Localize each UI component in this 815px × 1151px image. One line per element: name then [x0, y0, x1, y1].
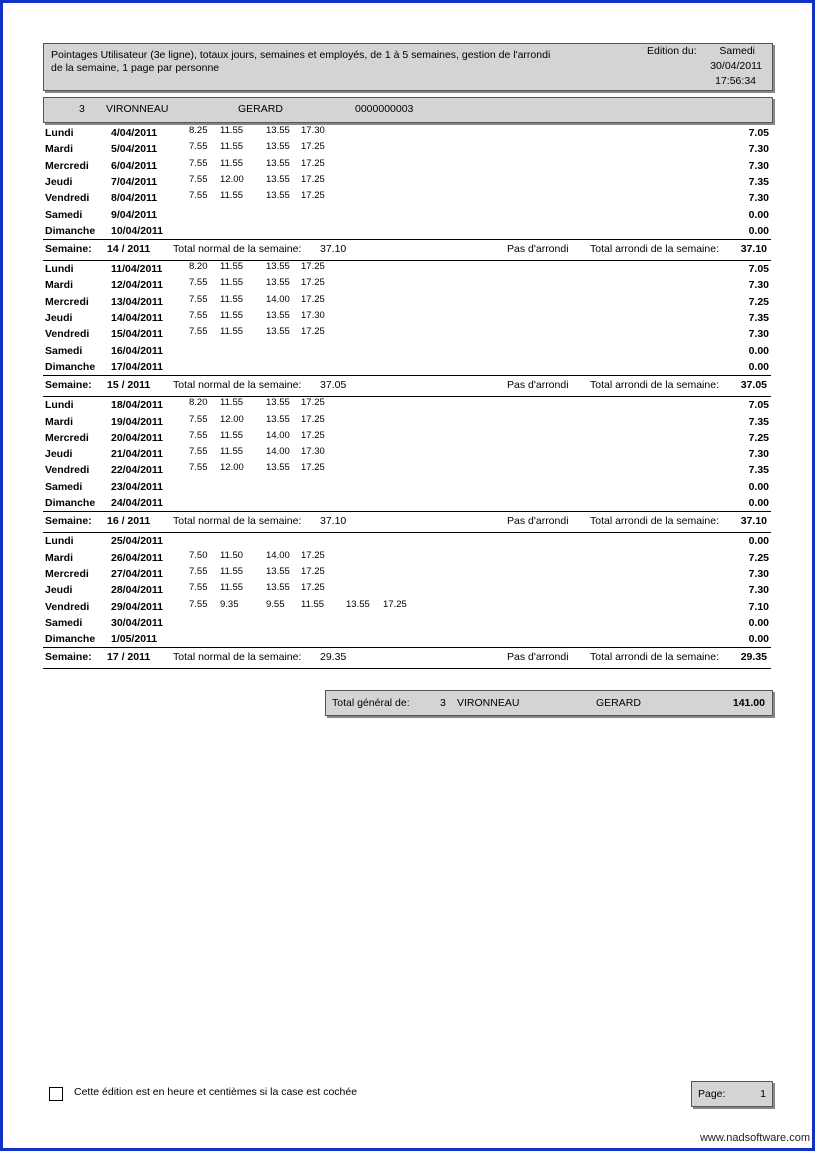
page-number: 1: [760, 1088, 766, 1100]
day-name: Mardi: [45, 551, 74, 564]
punch-time: 17.25: [301, 157, 325, 169]
day-name: Dimanche: [45, 633, 96, 646]
day-name: Jeudi: [45, 175, 73, 188]
punch-time: 17.25: [301, 190, 325, 202]
punch-time: 7.55: [189, 565, 208, 577]
day-name: Vendredi: [45, 192, 90, 205]
punch-time: 17.25: [301, 549, 325, 561]
punch-time: 13.55: [266, 277, 290, 289]
punch-time: 17.25: [301, 173, 325, 185]
week-rounding-status: Pas d'arrondi: [507, 651, 569, 664]
day-name: Samedi: [45, 616, 83, 629]
punch-time: 13.55: [266, 397, 290, 409]
punch-time: 11.55: [220, 293, 244, 305]
punch-time: 13.55: [266, 157, 290, 169]
day-row: [45, 143, 771, 159]
punch-time: 11.55: [301, 598, 325, 610]
edition-time: 17:56:34: [715, 75, 756, 87]
footer-note: Cette édition est en heure et centièmes si la case est cochée: [74, 1086, 358, 1098]
week-label: Semaine:: [45, 651, 92, 664]
punch-time: 17.30: [301, 310, 325, 321]
day-total: 7.35: [748, 175, 769, 188]
week-label: Semaine:: [45, 515, 92, 528]
day-total: 7.30: [748, 567, 769, 580]
day-date: 7/04/2011: [111, 175, 158, 188]
day-name: Mardi: [45, 279, 74, 292]
day-date: 4/04/2011: [111, 127, 158, 139]
punch-time: 13.55: [346, 598, 370, 610]
day-name: Dimanche: [45, 224, 96, 237]
day-total: 7.35: [748, 312, 769, 324]
punch-time: 17.25: [301, 462, 325, 474]
week-number: 15 / 2011: [107, 379, 151, 392]
punch-time: 9.55: [266, 598, 285, 610]
day-date: 21/04/2011: [111, 448, 163, 461]
day-name: Jeudi: [45, 448, 73, 461]
day-name: Lundi: [45, 263, 74, 276]
punch-time: 12.00: [220, 413, 244, 425]
day-total: 0.00: [748, 360, 769, 373]
week-rounded-label: Total arrondi de la semaine:: [590, 243, 719, 256]
day-row: [45, 263, 771, 279]
employee-header: [43, 97, 773, 123]
edition-day: Samedi: [719, 45, 755, 57]
day-date: 23/04/2011: [111, 480, 163, 493]
week-rounded-label: Total arrondi de la semaine:: [590, 379, 719, 392]
punch-time: 11.55: [220, 190, 244, 202]
day-row: [45, 598, 771, 617]
day-name: Samedi: [45, 344, 83, 357]
punch-time: 13.55: [266, 173, 290, 185]
punch-time: 11.55: [220, 397, 244, 409]
day-row: [45, 279, 771, 295]
employee-last-name: VIRONNEAU: [106, 103, 169, 115]
day-date: 8/04/2011: [111, 192, 158, 205]
day-row: [45, 312, 771, 328]
punch-time: 13.55: [266, 190, 290, 202]
day-total: 7.35: [748, 415, 769, 428]
day-row: [45, 535, 771, 551]
day-name: Jeudi: [45, 584, 73, 597]
week-rounding-status: Pas d'arrondi: [507, 243, 569, 256]
day-date: 14/04/2011: [111, 312, 163, 324]
week-rounded-label: Total arrondi de la semaine:: [590, 651, 719, 664]
punch-time: 14.00: [266, 549, 290, 561]
punch-time: 11.55: [220, 277, 244, 289]
day-name: Samedi: [45, 480, 83, 493]
punch-time: 11.55: [220, 429, 244, 441]
week-rounded-total: 37.05: [740, 379, 767, 392]
footer-url: www.nadsoftware.com: [699, 1132, 810, 1144]
day-name: Vendredi: [45, 600, 90, 613]
punch-time: 11.55: [220, 125, 244, 136]
day-date: 20/04/2011: [111, 431, 163, 444]
page-label: Page:: [698, 1088, 726, 1100]
day-row: [45, 448, 771, 464]
grand-total-label: Total général de:: [332, 697, 410, 709]
day-date: 16/04/2011: [111, 344, 163, 357]
week-normal-total: 37.10: [320, 515, 347, 528]
page-number-box: [691, 1081, 773, 1107]
day-date: 10/04/2011: [111, 224, 163, 237]
punch-time: 13.55: [266, 310, 290, 321]
day-date: 24/04/2011: [111, 497, 163, 509]
day-name: Vendredi: [45, 464, 90, 477]
week-number: 16 / 2011: [107, 515, 151, 528]
punch-time: 11.55: [220, 582, 244, 594]
week-rounding-status: Pas d'arrondi: [507, 515, 569, 528]
day-date: 17/04/2011: [111, 360, 163, 373]
report-header: [43, 43, 773, 91]
day-date: 28/04/2011: [111, 584, 163, 597]
punch-time: 17.25: [383, 598, 407, 610]
punch-time: 7.55: [189, 413, 208, 425]
day-row: [45, 127, 771, 143]
day-date: 12/04/2011: [111, 279, 163, 292]
day-name: Mercredi: [45, 431, 89, 444]
employee-first-name: GERARD: [238, 103, 283, 115]
week-normal-label: Total normal de la semaine:: [173, 243, 302, 256]
day-name: Lundi: [45, 535, 74, 548]
day-row: [45, 549, 771, 568]
punch-time: 14.00: [266, 429, 290, 441]
day-total: 0.00: [748, 535, 769, 548]
week-summary-row: [43, 375, 771, 397]
punch-time: 7.55: [189, 190, 208, 202]
day-row: [45, 209, 771, 225]
punch-time: 17.25: [301, 565, 325, 577]
punch-time: 11.55: [220, 141, 244, 153]
day-name: Mercredi: [45, 295, 89, 308]
grand-total-first-name: GERARD: [596, 697, 641, 709]
grand-total-number: 3: [440, 697, 446, 709]
week-rounded-total: 37.10: [740, 243, 767, 256]
day-row: [45, 192, 771, 208]
day-date: 25/04/2011: [111, 535, 163, 548]
punch-time: 11.55: [220, 326, 244, 338]
week-normal-total: 37.10: [320, 243, 347, 256]
week-summary-row: [43, 647, 771, 669]
day-row: [45, 584, 771, 600]
edition-date: 30/04/2011: [710, 60, 762, 72]
day-total: 7.05: [748, 127, 769, 139]
punch-time: 7.55: [189, 598, 208, 610]
week-normal-total: 37.05: [320, 379, 347, 392]
day-date: 1/05/2011: [111, 633, 158, 646]
punch-time: 17.25: [301, 397, 325, 409]
punch-time: 7.55: [189, 277, 208, 289]
punch-time: 11.55: [220, 261, 244, 273]
day-date: 19/04/2011: [111, 415, 163, 428]
day-total: 0.00: [748, 633, 769, 646]
day-date: 29/04/2011: [111, 600, 163, 613]
grand-total-value: 141.00: [732, 697, 765, 709]
day-name: Vendredi: [45, 328, 90, 341]
day-date: 22/04/2011: [111, 464, 163, 477]
punch-time: 8.20: [189, 261, 208, 273]
day-row: [45, 173, 771, 192]
grand-total-box: [325, 690, 773, 716]
punch-time: 12.00: [220, 462, 244, 474]
punch-time: 7.55: [189, 429, 208, 441]
day-row: [45, 413, 771, 432]
day-total: 0.00: [748, 344, 769, 357]
punch-time: 11.55: [220, 157, 244, 169]
punch-time: 17.25: [301, 293, 325, 305]
day-total: 7.35: [748, 464, 769, 477]
day-total: 7.25: [748, 295, 769, 308]
punch-time: 13.55: [266, 462, 290, 474]
day-date: 11/04/2011: [111, 263, 163, 276]
punch-time: 17.25: [301, 582, 325, 594]
day-total: 7.30: [748, 279, 769, 292]
day-date: 15/04/2011: [111, 328, 163, 341]
week-label: Semaine:: [45, 243, 92, 256]
week-normal-total: 29.35: [320, 651, 347, 664]
day-name: Mardi: [45, 143, 74, 156]
punch-time: 17.25: [301, 413, 325, 425]
day-row: [45, 293, 771, 312]
week-rounded-label: Total arrondi de la semaine:: [590, 515, 719, 528]
punch-time: 13.55: [266, 125, 290, 136]
punch-time: 11.55: [220, 565, 244, 577]
day-total: 0.00: [748, 208, 769, 221]
punch-time: 7.55: [189, 326, 208, 338]
day-name: Dimanche: [45, 497, 96, 509]
day-row: [45, 345, 771, 361]
punch-time: 17.30: [301, 446, 325, 458]
week-label: Semaine:: [45, 379, 92, 392]
punch-time: 17.30: [301, 125, 325, 136]
day-row: [45, 328, 771, 344]
punch-time: 13.55: [266, 326, 290, 338]
day-row: [45, 481, 771, 497]
punch-time: 8.25: [189, 125, 208, 136]
day-date: 18/04/2011: [111, 399, 163, 412]
punch-time: 7.55: [189, 157, 208, 169]
day-row: [45, 565, 771, 584]
punch-time: 7.55: [189, 141, 208, 153]
punch-time: 17.25: [301, 261, 325, 273]
day-row: [45, 429, 771, 448]
day-total: 7.05: [748, 263, 769, 276]
day-name: Jeudi: [45, 312, 73, 324]
week-rounded-total: 37.10: [740, 515, 767, 528]
day-total: 7.30: [748, 328, 769, 341]
day-row: [45, 464, 771, 480]
week-summary-row: [43, 511, 771, 533]
day-total: 7.30: [748, 159, 769, 172]
punch-time: 7.50: [189, 549, 208, 561]
punch-time: 13.55: [266, 261, 290, 273]
punch-time: 11.55: [220, 310, 244, 321]
employee-number: 3: [79, 103, 85, 115]
punch-time: 11.50: [220, 549, 244, 561]
punch-time: 9.35: [220, 598, 239, 610]
week-normal-label: Total normal de la semaine:: [173, 515, 302, 528]
week-normal-label: Total normal de la semaine:: [173, 379, 302, 392]
punch-time: 8.20: [189, 397, 208, 409]
day-total: 0.00: [748, 480, 769, 493]
week-summary-row: [43, 239, 771, 261]
week-rounding-status: Pas d'arrondi: [507, 379, 569, 392]
hours-centiemes-checkbox[interactable]: [49, 1087, 63, 1101]
day-total: 7.30: [748, 448, 769, 461]
week-normal-label: Total normal de la semaine:: [173, 651, 302, 664]
day-name: Samedi: [45, 208, 83, 221]
day-row: [45, 157, 771, 176]
punch-time: 7.55: [189, 173, 208, 185]
employee-code: 0000000003: [355, 103, 414, 115]
week-number: 14 / 2011: [107, 243, 151, 256]
day-total: 7.25: [748, 551, 769, 564]
punch-time: 14.00: [266, 293, 290, 305]
day-total: 7.30: [748, 143, 769, 156]
punch-time: 7.55: [189, 293, 208, 305]
day-name: Mardi: [45, 415, 74, 428]
day-date: 30/04/2011: [111, 616, 163, 629]
day-total: 0.00: [748, 497, 769, 509]
report-title: Pointages Utilisateur (3e ligne), totaux jours, semaines et employés, de 1 à 5 semaines, gestion de l'arrondi de la semaine, 1 page par personne: [51, 49, 551, 74]
punch-time: 13.55: [266, 413, 290, 425]
punch-time: 11.55: [220, 446, 244, 458]
punch-time: 14.00: [266, 446, 290, 458]
punch-time: 13.55: [266, 565, 290, 577]
day-row: [45, 617, 771, 633]
day-total: 0.00: [748, 224, 769, 237]
punch-time: 7.55: [189, 310, 208, 321]
day-total: 0.00: [748, 616, 769, 629]
day-date: 6/04/2011: [111, 159, 158, 172]
week-rounded-total: 29.35: [740, 651, 767, 664]
day-name: Lundi: [45, 399, 74, 412]
day-name: Dimanche: [45, 360, 96, 373]
edition-label: Edition du:: [647, 45, 697, 57]
day-total: 7.30: [748, 584, 769, 597]
day-date: 27/04/2011: [111, 567, 163, 580]
punch-time: 13.55: [266, 582, 290, 594]
day-total: 7.10: [748, 600, 769, 613]
punch-time: 17.25: [301, 326, 325, 338]
day-total: 7.05: [748, 399, 769, 412]
day-total: 7.25: [748, 431, 769, 444]
day-date: 5/04/2011: [111, 143, 158, 156]
punch-time: 17.25: [301, 141, 325, 153]
punch-time: 7.55: [189, 446, 208, 458]
day-row: [45, 399, 771, 415]
day-name: Mercredi: [45, 159, 89, 172]
day-total: 7.30: [748, 192, 769, 205]
punch-time: 17.25: [301, 277, 325, 289]
day-date: 13/04/2011: [111, 295, 163, 308]
punch-time: 13.55: [266, 141, 290, 153]
punch-time: 17.25: [301, 429, 325, 441]
punch-time: 12.00: [220, 173, 244, 185]
week-number: 17 / 2011: [107, 651, 151, 664]
day-name: Lundi: [45, 127, 74, 139]
punch-time: 7.55: [189, 462, 208, 474]
day-date: 9/04/2011: [111, 208, 158, 221]
punch-time: 7.55: [189, 582, 208, 594]
day-date: 26/04/2011: [111, 551, 163, 564]
day-name: Mercredi: [45, 567, 89, 580]
grand-total-last-name: VIRONNEAU: [457, 697, 520, 709]
